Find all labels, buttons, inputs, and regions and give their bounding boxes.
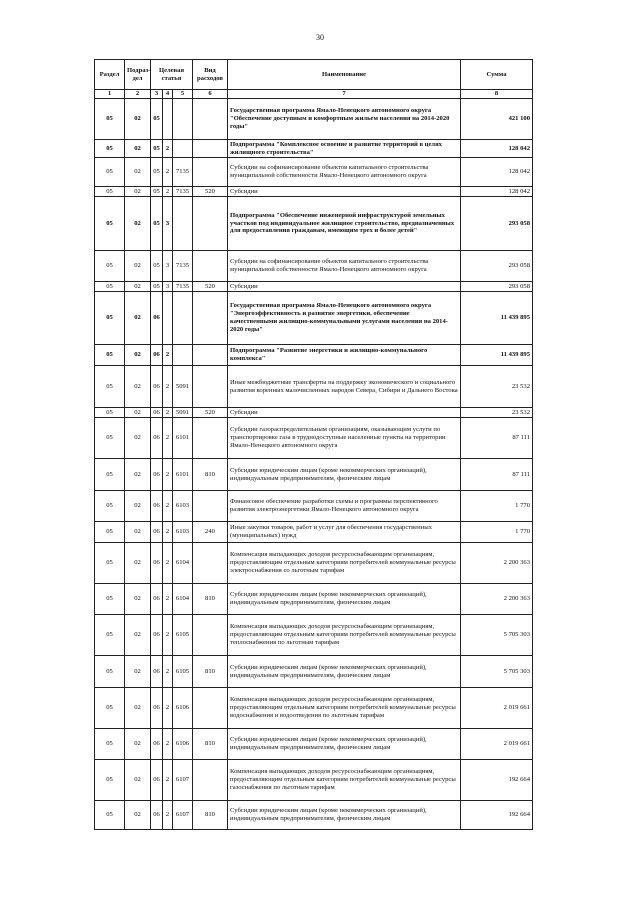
target-article-part2-cell: 2 <box>163 760 173 801</box>
target-article-part3-cell: 6101 <box>173 418 193 459</box>
table-row <box>95 187 533 197</box>
header-celevaya-statya: Целевая статья <box>151 60 193 90</box>
expense-type-cell <box>193 688 228 729</box>
target-article-part2-cell: 2 <box>163 459 173 491</box>
target-article-part2-cell: 2 <box>163 656 173 688</box>
header-vid-raskhodov: Вид расходов <box>193 60 228 90</box>
podrazdel-cell: 02 <box>125 491 151 522</box>
column-number: 6 <box>193 90 228 99</box>
target-article-part2-cell: 2 <box>163 408 173 418</box>
razdel-cell: 05 <box>95 251 125 282</box>
expense-type-cell: 810 <box>193 584 228 615</box>
table-row <box>95 522 533 543</box>
target-article-part2-cell: 3 <box>163 197 173 251</box>
podrazdel-cell: 02 <box>125 656 151 688</box>
razdel-cell: 05 <box>95 418 125 459</box>
table-row <box>95 584 533 615</box>
table-row <box>95 801 533 830</box>
sum-cell: 128 042 <box>461 187 533 197</box>
header-row <box>95 60 533 90</box>
name-cell: Компенсация выпадающих доходов ресурсоснабжающим организациям, предоставляющим отдельным категориям потребителей коммунальные ресурсы водоснабжения и водоотведения по льготным тарифам <box>228 688 461 729</box>
name-cell: Субсидии юридическим лицам (кроме некоммерческих организаций), индивидуальным предпринимателям, физическим лицам <box>228 801 461 830</box>
table-row <box>95 99 533 140</box>
target-article-part3-cell: 6105 <box>173 615 193 656</box>
target-article-part3-cell: 6105 <box>173 656 193 688</box>
target-article-part1-cell: 06 <box>151 760 163 801</box>
sum-cell: 2 200 363 <box>461 543 533 584</box>
razdel-cell: 05 <box>95 366 125 408</box>
table-row <box>95 459 533 491</box>
header-naimenovanie: Наименование <box>228 60 461 90</box>
podrazdel-cell: 02 <box>125 366 151 408</box>
sum-cell: 23 532 <box>461 408 533 418</box>
razdel-cell: 05 <box>95 187 125 197</box>
target-article-part1-cell: 06 <box>151 366 163 408</box>
podrazdel-cell: 02 <box>125 543 151 584</box>
name-cell: Подпрограмма "Обеспечение инженерной инфраструктурой земельных участков под индивидуальное жилищное строительство, предназначенных для предоставления гражданам, имеющим трех и более детей" <box>228 197 461 251</box>
name-cell: Компенсация выпадающих доходов ресурсоснабжающим организациям, предоставляющим отдельным категориям потребителей коммунальные ресурсы электроснабжения со льготным тарифам <box>228 543 461 584</box>
name-cell: Компенсация выпадающих доходов ресурсоснабжающим организациям, предоставляющим отдельным категориям потребителей коммунальные ресурсы газоснабжения по льготным тарифам <box>228 760 461 801</box>
target-article-part2-cell: 2 <box>163 801 173 830</box>
target-article-part1-cell: 06 <box>151 615 163 656</box>
budget-table <box>94 59 533 830</box>
target-article-part1-cell: 06 <box>151 418 163 459</box>
podrazdel-cell: 02 <box>125 99 151 140</box>
podrazdel-cell: 02 <box>125 688 151 729</box>
target-article-part2-cell: 3 <box>163 251 173 282</box>
table-row <box>95 158 533 187</box>
name-cell: Компенсация выпадающих доходов ресурсоснабжающим организациям, предоставляющим отдельным категориям потребителей коммунальные ресурсы теплоснабжения по льготным тарифам <box>228 615 461 656</box>
target-article-part2-cell <box>163 292 173 345</box>
name-cell: Субсидии юридическим лицам (кроме некоммерческих организаций), индивидуальным предпринимателям, физическим лицам <box>228 656 461 688</box>
sum-cell: 2 019 661 <box>461 688 533 729</box>
target-article-part3-cell: 6104 <box>173 584 193 615</box>
table-row <box>95 292 533 345</box>
podrazdel-cell: 02 <box>125 140 151 158</box>
target-article-part1-cell: 06 <box>151 656 163 688</box>
name-cell: Субсидии <box>228 408 461 418</box>
razdel-cell: 05 <box>95 292 125 345</box>
sum-cell: 2 200 363 <box>461 584 533 615</box>
target-article-part2-cell: 2 <box>163 615 173 656</box>
expense-type-cell: 520 <box>193 187 228 197</box>
expense-type-cell <box>193 197 228 251</box>
target-article-part3-cell: 7135 <box>173 251 193 282</box>
column-number: 5 <box>173 90 193 99</box>
name-cell: Субсидии юридическим лицам (кроме некоммерческих организаций), индивидуальным предпринимателям, физическим лицам <box>228 729 461 760</box>
column-number: 4 <box>163 90 173 99</box>
table-row <box>95 543 533 584</box>
razdel-cell: 05 <box>95 408 125 418</box>
podrazdel-cell: 02 <box>125 282 151 292</box>
name-cell: Субсидии <box>228 187 461 197</box>
target-article-part1-cell: 05 <box>151 251 163 282</box>
sum-cell: 11 439 895 <box>461 292 533 345</box>
expense-type-cell: 520 <box>193 282 228 292</box>
podrazdel-cell: 02 <box>125 418 151 459</box>
name-cell: Субсидии <box>228 282 461 292</box>
razdel-cell: 05 <box>95 522 125 543</box>
target-article-part1-cell: 06 <box>151 292 163 345</box>
expense-type-cell <box>193 251 228 282</box>
target-article-part1-cell: 06 <box>151 688 163 729</box>
target-article-part2-cell: 3 <box>163 282 173 292</box>
target-article-part1-cell: 06 <box>151 408 163 418</box>
razdel-cell: 05 <box>95 656 125 688</box>
expense-type-cell <box>193 491 228 522</box>
target-article-part2-cell: 2 <box>163 729 173 760</box>
sum-cell: 1 770 <box>461 491 533 522</box>
podrazdel-cell: 02 <box>125 408 151 418</box>
target-article-part1-cell: 05 <box>151 158 163 187</box>
table-body <box>95 99 533 830</box>
name-cell: Иные межбюджетные трансферты на поддержку экономического и социального развития коренных малочисленных народов Севера, Сибири и Дальнего Востока <box>228 366 461 408</box>
podrazdel-cell: 02 <box>125 187 151 197</box>
target-article-part2-cell: 2 <box>163 522 173 543</box>
table-row <box>95 760 533 801</box>
razdel-cell: 05 <box>95 99 125 140</box>
expense-type-cell: 520 <box>193 408 228 418</box>
name-cell: Финансовое обеспечение разработки схемы и программы перспективного развития электроэнергетики Ямало-Ненецкого автономного округа <box>228 491 461 522</box>
sum-cell: 128 042 <box>461 158 533 187</box>
expense-type-cell <box>193 345 228 366</box>
table-row <box>95 251 533 282</box>
column-number: 8 <box>461 90 533 99</box>
target-article-part3-cell: 6107 <box>173 801 193 830</box>
expense-type-cell <box>193 366 228 408</box>
table-row <box>95 282 533 292</box>
target-article-part2-cell: 2 <box>163 491 173 522</box>
razdel-cell: 05 <box>95 615 125 656</box>
table-row <box>95 140 533 158</box>
table-row <box>95 366 533 408</box>
target-article-part2-cell: 2 <box>163 158 173 187</box>
razdel-cell: 05 <box>95 158 125 187</box>
target-article-part3-cell: 6101 <box>173 459 193 491</box>
razdel-cell: 05 <box>95 729 125 760</box>
target-article-part3-cell: 5091 <box>173 408 193 418</box>
sum-cell: 293 058 <box>461 282 533 292</box>
name-cell: Подпрограмма "Развитие энергетики и жилищно-коммунального комплекса" <box>228 345 461 366</box>
razdel-cell: 05 <box>95 760 125 801</box>
target-article-part1-cell: 06 <box>151 801 163 830</box>
razdel-cell: 05 <box>95 584 125 615</box>
target-article-part3-cell: 6104 <box>173 543 193 584</box>
expense-type-cell <box>193 292 228 345</box>
page-number: 30 <box>316 33 324 42</box>
target-article-part3-cell: 6103 <box>173 522 193 543</box>
target-article-part2-cell: 2 <box>163 688 173 729</box>
expense-type-cell: 240 <box>193 522 228 543</box>
column-numbers-row <box>95 90 533 99</box>
target-article-part3-cell: 6103 <box>173 491 193 522</box>
podrazdel-cell: 02 <box>125 459 151 491</box>
target-article-part1-cell: 06 <box>151 522 163 543</box>
sum-cell: 293 058 <box>461 197 533 251</box>
razdel-cell: 05 <box>95 688 125 729</box>
target-article-part1-cell: 06 <box>151 491 163 522</box>
target-article-part3-cell: 6107 <box>173 760 193 801</box>
target-article-part1-cell: 05 <box>151 187 163 197</box>
table-row <box>95 729 533 760</box>
razdel-cell: 05 <box>95 801 125 830</box>
sum-cell: 128 042 <box>461 140 533 158</box>
target-article-part1-cell: 06 <box>151 729 163 760</box>
target-article-part3-cell: 6106 <box>173 688 193 729</box>
podrazdel-cell: 02 <box>125 197 151 251</box>
table-row <box>95 197 533 251</box>
expense-type-cell <box>193 615 228 656</box>
target-article-part1-cell: 06 <box>151 459 163 491</box>
podrazdel-cell: 02 <box>125 801 151 830</box>
sum-cell: 5 705 303 <box>461 615 533 656</box>
razdel-cell: 05 <box>95 282 125 292</box>
sum-cell: 87 111 <box>461 418 533 459</box>
table-row <box>95 408 533 418</box>
target-article-part2-cell: 2 <box>163 366 173 408</box>
table-row <box>95 491 533 522</box>
razdel-cell: 05 <box>95 543 125 584</box>
column-number: 3 <box>151 90 163 99</box>
razdel-cell: 05 <box>95 491 125 522</box>
sum-cell: 192 664 <box>461 760 533 801</box>
target-article-part1-cell: 05 <box>151 99 163 140</box>
podrazdel-cell: 02 <box>125 729 151 760</box>
podrazdel-cell: 02 <box>125 615 151 656</box>
target-article-part3-cell <box>173 99 193 140</box>
name-cell: Подпрограмма "Комплексное освоение и развитие территорий в целях жилищного строительства" <box>228 140 461 158</box>
target-article-part3-cell <box>173 197 193 251</box>
target-article-part2-cell: 2 <box>163 584 173 615</box>
header-razdel: Раздел <box>95 60 125 90</box>
target-article-part2-cell: 2 <box>163 187 173 197</box>
target-article-part2-cell: 2 <box>163 345 173 366</box>
expense-type-cell <box>193 418 228 459</box>
target-article-part3-cell: 7135 <box>173 187 193 197</box>
expense-type-cell: 810 <box>193 729 228 760</box>
target-article-part2-cell <box>163 99 173 140</box>
expense-type-cell: 810 <box>193 656 228 688</box>
expense-type-cell <box>193 99 228 140</box>
header-podrazdel: Подраз-дел <box>125 60 151 90</box>
podrazdel-cell: 02 <box>125 345 151 366</box>
podrazdel-cell: 02 <box>125 522 151 543</box>
target-article-part2-cell: 2 <box>163 543 173 584</box>
table-row <box>95 688 533 729</box>
column-number: 7 <box>228 90 461 99</box>
podrazdel-cell: 02 <box>125 158 151 187</box>
target-article-part1-cell: 06 <box>151 543 163 584</box>
name-cell: Иные закупки товаров, работ и услуг для обеспечения государственных (муниципальных) нужд <box>228 522 461 543</box>
target-article-part3-cell: 7135 <box>173 158 193 187</box>
podrazdel-cell: 02 <box>125 760 151 801</box>
column-number: 2 <box>125 90 151 99</box>
target-article-part3-cell: 7135 <box>173 282 193 292</box>
name-cell: Государственная программа Ямало-Ненецкого автономного округа "Обеспечение доступным и комфортным жильем населения на 2014-2020 годы" <box>228 99 461 140</box>
sum-cell: 293 058 <box>461 251 533 282</box>
razdel-cell: 05 <box>95 345 125 366</box>
razdel-cell: 05 <box>95 459 125 491</box>
expense-type-cell <box>193 760 228 801</box>
target-article-part3-cell <box>173 140 193 158</box>
table-row <box>95 656 533 688</box>
expense-type-cell <box>193 140 228 158</box>
target-article-part2-cell: 2 <box>163 140 173 158</box>
table-row <box>95 345 533 366</box>
target-article-part3-cell <box>173 292 193 345</box>
sum-cell: 87 111 <box>461 459 533 491</box>
name-cell: Государственная программа Ямало-Ненецкого автономного округа "Энергоэффективность и развитие энергетики, обеспечение качественными жилищно-коммунальными услугами населения на 2014-2020 годы" <box>228 292 461 345</box>
target-article-part1-cell: 06 <box>151 345 163 366</box>
name-cell: Субсидии газораспределительным организациям, оказывающим услуги по транспортировке газа в труднодоступные населенные пункты на территории Ямало-Ненецкого автономного округа <box>228 418 461 459</box>
target-article-part1-cell: 06 <box>151 584 163 615</box>
name-cell: Субсидии на софинансирование объектов капитального строительства муниципальной собственности Ямало-Ненецкого автономного округа <box>228 251 461 282</box>
target-article-part2-cell: 2 <box>163 418 173 459</box>
target-article-part1-cell: 05 <box>151 282 163 292</box>
sum-cell: 1 770 <box>461 522 533 543</box>
target-article-part3-cell: 6106 <box>173 729 193 760</box>
target-article-part3-cell <box>173 345 193 366</box>
expense-type-cell <box>193 543 228 584</box>
header-summa: Сумма <box>461 60 533 90</box>
sum-cell: 2 019 661 <box>461 729 533 760</box>
sum-cell: 5 705 303 <box>461 656 533 688</box>
podrazdel-cell: 02 <box>125 292 151 345</box>
name-cell: Субсидии юридическим лицам (кроме некоммерческих организаций), индивидуальным предпринимателям, физическим лицам <box>228 459 461 491</box>
expense-type-cell: 810 <box>193 801 228 830</box>
sum-cell: 421 100 <box>461 99 533 140</box>
target-article-part3-cell: 5091 <box>173 366 193 408</box>
razdel-cell: 05 <box>95 197 125 251</box>
podrazdel-cell: 02 <box>125 251 151 282</box>
expense-type-cell: 810 <box>193 459 228 491</box>
expense-type-cell <box>193 158 228 187</box>
column-number: 1 <box>95 90 125 99</box>
name-cell: Субсидии юридическим лицам (кроме некоммерческих организаций), индивидуальным предпринимателям, физическим лицам <box>228 584 461 615</box>
table-row <box>95 615 533 656</box>
sum-cell: 23 532 <box>461 366 533 408</box>
podrazdel-cell: 02 <box>125 584 151 615</box>
target-article-part1-cell: 05 <box>151 197 163 251</box>
table-row <box>95 418 533 459</box>
razdel-cell: 05 <box>95 140 125 158</box>
sum-cell: 192 664 <box>461 801 533 830</box>
target-article-part1-cell: 05 <box>151 140 163 158</box>
sum-cell: 11 439 895 <box>461 345 533 366</box>
name-cell: Субсидии на софинансирование объектов капитального строительства муниципальной собственности Ямало-Ненецкого автономного округа <box>228 158 461 187</box>
